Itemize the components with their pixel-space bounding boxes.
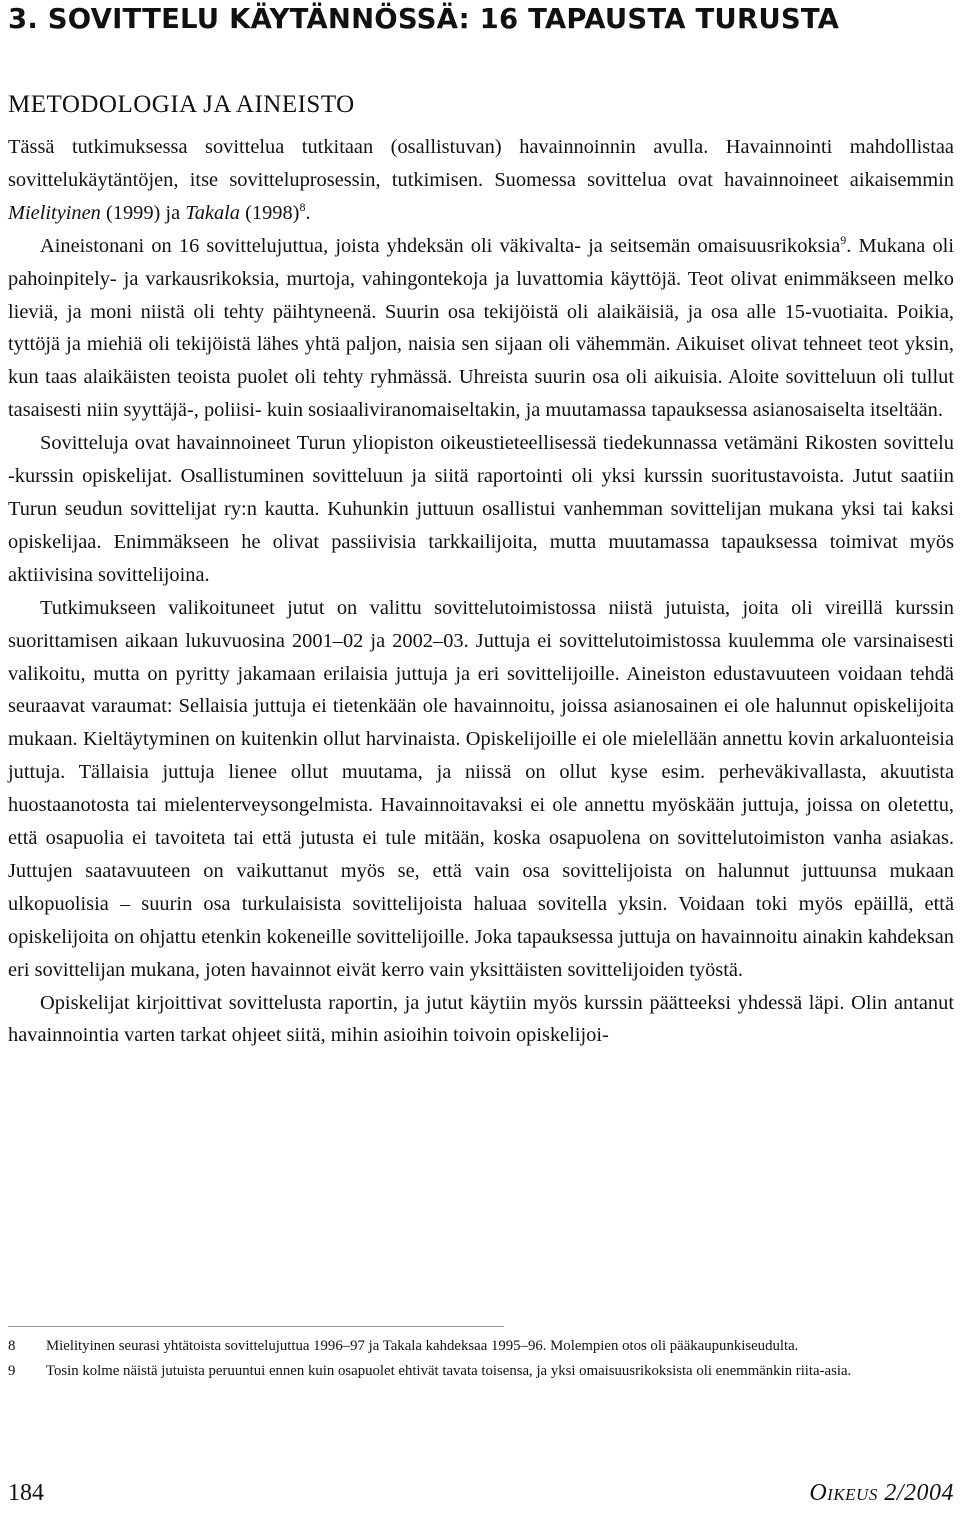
paragraph-3: Sovitteluja ovat havainnoineet Turun yliopiston oikeustieteellisessä tiedekunnassa vetämäni Rikosten sovittelu -kurssin opiskelijat. Osallistuminen sovitteluun ja siitä raportointi oli yksi kurssin suoritustavoista. Jutut saatiin Turun seudun sovittelijat ry:n kautta. Kuhunkin juttuun osallistui vanhemman sovittelijan mukana yksi tai kaksi opiskelijaa. Enimmäkseen he olivat passiivisia tarkkailijoita, mutta muutamassa tapauksessa toimivat myös aktiivisina sovittelijoina.	[8, 432, 954, 586]
body-text	[8, 131, 954, 1052]
footnote-ref-8[interactable]: 8	[299, 199, 306, 214]
footnote-text: Tosin kolme näistä jutuista peruuntui ennen kuin osapuolet ehtivät tavata toisensa, ja yksi omaisuusrikoksista oli enemmänkin riita-asia.	[46, 1362, 852, 1379]
footnote-text: Mielityinen seurasi yhtätoista sovittelujuttua 1996–97 ja Takala kahdeksaa 1995–96. Molempien otos oli pääkaupunkiseudulta.	[46, 1338, 799, 1354]
footnote-number: 8	[8, 1338, 16, 1354]
chapter-title: 3. SOVITTELU KÄYTÄNNÖSSÄ: 16 TAPAUSTA TURUSTA	[8, 3, 840, 35]
footnote-8	[8, 1338, 954, 1356]
journal-name: Oikeus 2/2004	[809, 1480, 954, 1506]
footnote-divider	[8, 1326, 504, 1327]
footnote-9	[8, 1363, 954, 1381]
paragraph-1: Tässä tutkimuksessa sovittelua tutkitaan (osallistuvan) havainnoinnin avulla. Havainnointi mahdollistaa sovittelukäytäntöjen, itse sovitteluprosessin, tutkimisen. Suomessa sovittelua ovat havainnoineet aikaisemmin Mielityinen (1999) ja Takala $(1998)^8$.	[8, 136, 954, 224]
footnotes	[8, 1338, 954, 1387]
page-footer	[8, 1476, 954, 1510]
paragraph-5: Opiskelijat kirjoittivat sovittelusta raportin, ja jutut käytiin myös kurssin päätteeksi yhdessä läpi. Olin antanut havainnointia varten tarkat ohjeet siitä, mihin asioihin toivoin opiskelijoi-	[8, 991, 954, 1047]
paragraph-2: Aineistonani on 16 sovittelujuttua, joista yhdeksän oli väkivalta- ja seitsemän omaisuusrikoksia$^9$. Mukana oli pahoinpitely- ja varkausrikoksia, murtoja, vahingontekoja ja luvattomia käyttöjä. Teot olivat enimmäkseen melko lieviä, ja moni niistä oli tehty päihtyneenä. Suurin osa tekijöistä oli alaikäisiä, ja osa alle 15-vuotiaita. Poikia, tyttöjä ja miehiä oli tekijöistä lähes yhtä paljon, naisia sen sijaan oli vähemmän. Aikuiset olivat tehneet teot yksin, kun taas alaikäisten teoista puolet oli tehty ryhmässä. Uhreista suurin osa oli aikuisia. Aloite sovitteluun oli tullut tasaisesti niin syyttäjä-, poliisi- kuin sosiaaliviranomaiseltakin, ja muutamassa tapauksessa asianosaiselta itseltään.	[8, 232, 955, 422]
author-takala: Takala	[185, 201, 241, 224]
author-mielityinen: Mielityinen	[8, 201, 101, 224]
section-title: METODOLOGIA JA AINEISTO	[8, 91, 355, 118]
footnote-ref-9[interactable]: 9	[840, 232, 847, 247]
page-number: 184	[8, 1480, 44, 1506]
footnote-number: 9	[8, 1362, 16, 1379]
paragraph-4: Tutkimukseen valikoituneet jutut on valittu sovittelutoimistossa niistä jutuista, joita oli vireillä kurssin suorittamisen aikaan lukuvuosina 2001–02 ja 2002–03. Juttuja ei sovittelutoimistossa kuulemma ole varsinaisesti valikoitu, mutta on pyritty jakamaan erilaisia juttuja ja eri sovittelijoille. Aineiston edustavuuteen voidaan tehdä seuraavat varaumat: Sellaisia juttuja ei tietenkään ole havainnoitu, joissa asianosainen ei ole halunnut opiskelijoita mukaan. Kieltäytyminen on kuitenkin ollut harvinaista. Opiskelijoille ei ole mielellään annettu kovin arkaluonteisia juttuja. Tällaisia juttuja lienee ollut muutama, ja niissä on ollut kyse esim. perheväkivallasta, akuutista huostaanotosta tai mielenterveysongelmista. Havainnoitavaksi ei ole annettu myöskään juttuja, joissa on oletettu, että osapuolia ei tavoiteta tai että jutusta ei tule mitään, koska osapuolena on sovittelutoimiston vanha asiakas. Juttujen saatavuuteen on vaikuttanut myös se, että vain osa sovittelijoista on halunnut juttuunsa mukaan ulkopuolisia – suurin osa turkulaisista sovittelijoista haluaa sovitella yksin. Voidaan toki myös epäillä, että opiskelijoita on ohjattu etenkin kokeneille sovittelijoille. Joka tapauksessa juttuja on havainnoitu ainakin kahdeksan eri sovittelijan mukana, joten havainnot eivät kerro vain yksittäisten sovittelijoiden työstä.	[8, 596, 954, 981]
